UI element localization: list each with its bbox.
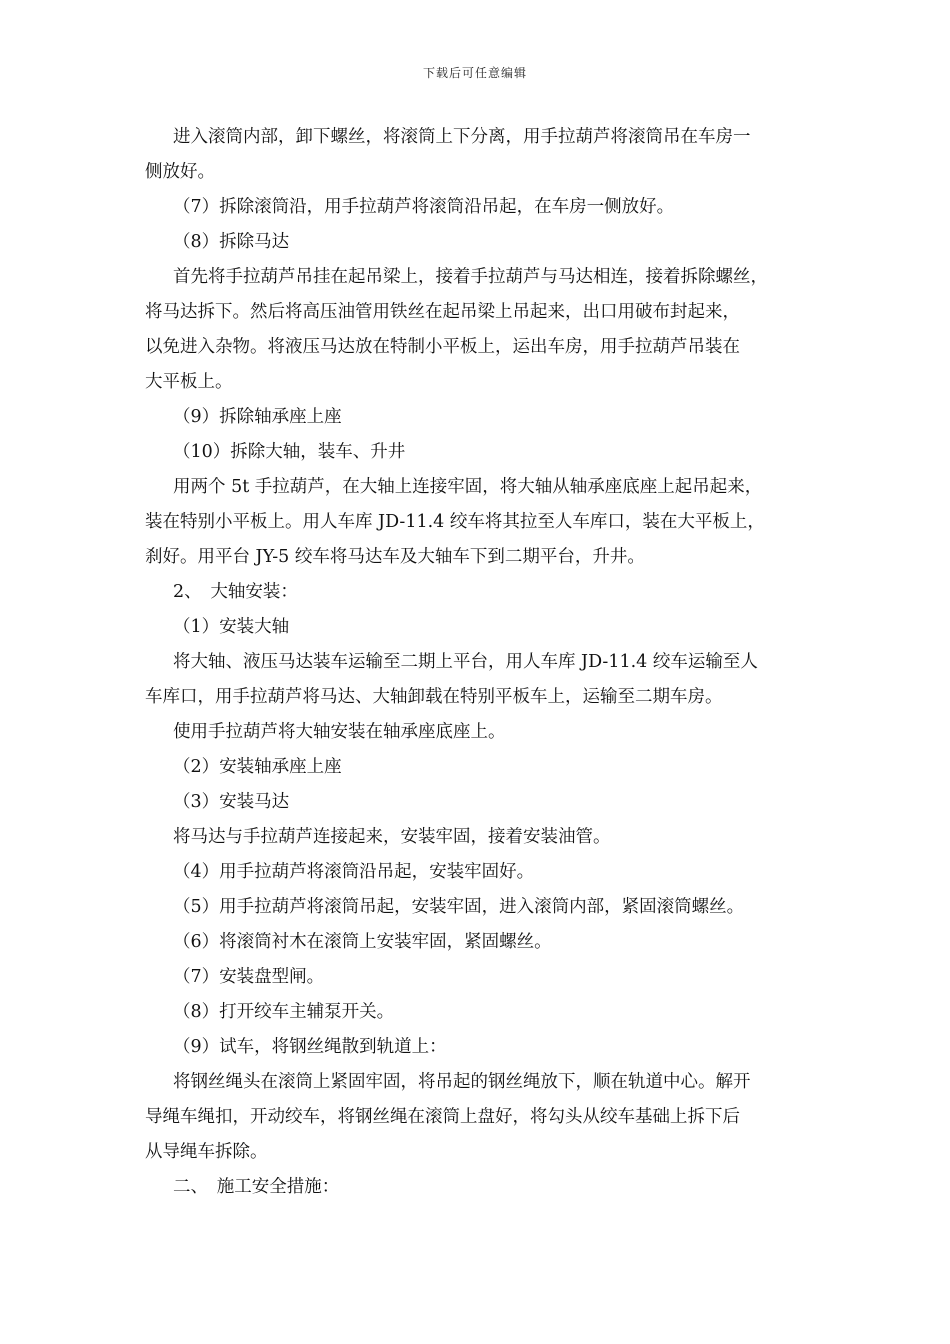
text-line: （9）试车，将钢丝绳散到轨道上： [173, 1037, 447, 1057]
text-line: 进入滚筒内部，卸下螺丝，将滚筒上下分离，用手拉葫芦将滚筒吊在车房一 [173, 127, 751, 147]
text-line: （8）拆除马达 [173, 232, 290, 252]
text-line: 二、 施工安全措施： [173, 1177, 340, 1197]
text-line: 将马达与手拉葫芦连接起来，安装牢固，接着安装油管。 [173, 827, 611, 847]
text-line: （5）用手拉葫芦将滚筒吊起，安装牢固，进入滚筒内部，紧固滚筒螺丝。 [173, 897, 745, 917]
text-line: 使用手拉葫芦将大轴安装在轴承座底座上。 [173, 722, 506, 742]
text-line: 将钢丝绳头在滚筒上紧固牢固，将吊起的钢丝绳放下，顺在轨道中心。解开 [173, 1072, 751, 1092]
text-line: 从导绳车拆除。 [145, 1142, 268, 1162]
page-header: 下载后可任意编辑 [422, 66, 527, 80]
text-line: 车库口，用手拉葫芦将马达、大轴卸载在特别平板车上，运输至二期车房。 [145, 687, 723, 707]
text-line: 以免进入杂物。将液压马达放在特制小平板上，运出车房，用手拉葫芦吊装在 [145, 337, 740, 357]
text-line: 将大轴、液压马达装车运输至二期上平台，用人车库 JD-11.4 绞车运输至人 [173, 652, 758, 672]
text-line: 大平板上。 [145, 372, 233, 392]
text-line: 装在特别小平板上。用人车库 JD-11.4 绞车将其拉至人车库口，装在大平板上， [145, 512, 765, 532]
text-line: 首先将手拉葫芦吊挂在起吊梁上，接着手拉葫芦与马达相连，接着拆除螺丝， [173, 267, 768, 287]
text-line: 用两个 5t 手拉葫芦，在大轴上连接牢固，将大轴从轴承座底座上起吊起来， [173, 477, 763, 497]
text-line: （9）拆除轴承座上座 [173, 407, 342, 427]
text-line: （10）拆除大轴，装车、升井 [173, 442, 406, 462]
text-line: 导绳车绳扣，开动绞车，将钢丝绳在滚筒上盘好，将勾头从绞车基础上拆下后 [145, 1107, 740, 1127]
text-line: （6）将滚筒衬木在滚筒上安装牢固，紧固螺丝。 [173, 932, 552, 952]
text-line: （3）安装马达 [173, 792, 290, 812]
document-body [145, 120, 810, 1205]
text-line: 将马达拆下。然后将高压油管用铁丝在起吊梁上吊起来，出口用破布封起来， [145, 302, 740, 322]
text-line: 侧放好。 [145, 162, 215, 182]
text-line: （2）安装轴承座上座 [173, 757, 342, 777]
text-line: 刹好。用平台 JY-5 绞车将马达车及大轴车下到二期平台，升井。 [145, 547, 645, 567]
text-line: （7）安装盘型闸。 [173, 967, 325, 987]
text-line: （7）拆除滚筒沿，用手拉葫芦将滚筒沿吊起，在车房一侧放好。 [173, 197, 675, 217]
text-line: （8）打开绞车主辅泵开关。 [173, 1002, 395, 1022]
text-line: （1）安装大轴 [173, 617, 290, 637]
text-line: （4）用手拉葫芦将滚筒沿吊起，安装牢固好。 [173, 862, 535, 882]
text-line: 2、 大轴安装： [173, 582, 298, 602]
